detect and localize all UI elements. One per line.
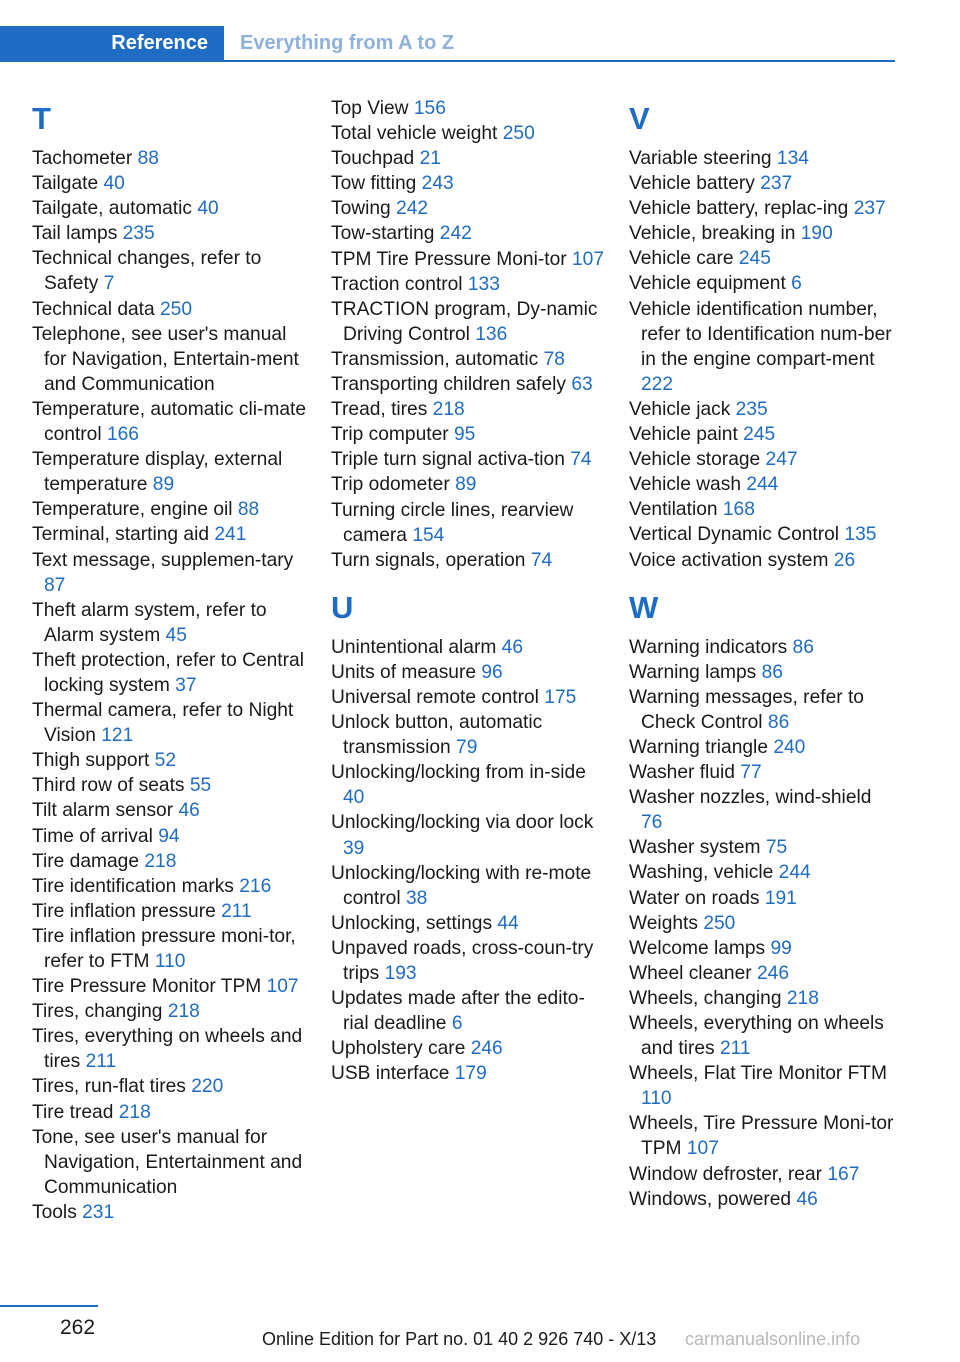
index-entry — [629, 635, 897, 660]
index-entry — [32, 974, 307, 999]
index-entry-text: Vehicle identification number, refer to Identification num-ber in the engine compart-ment — [629, 298, 892, 370]
index-entry-text: Wheel cleaner — [629, 962, 752, 984]
page-reference-link[interactable]: 107 — [686, 1138, 719, 1160]
page-reference-link[interactable]: 86 — [761, 661, 783, 683]
index-entry-text: Vehicle jack — [629, 398, 731, 420]
index-entry — [32, 297, 307, 322]
page-reference-link[interactable]: 89 — [455, 474, 477, 496]
index-entry-text: Voice activation system — [629, 549, 829, 571]
index-entry-text: Unlocking, settings — [331, 912, 493, 934]
page-reference-link[interactable]: 134 — [776, 148, 809, 169]
page-reference-link[interactable]: 40 — [197, 198, 219, 220]
page-reference-link[interactable]: 88 — [137, 148, 159, 169]
index-entry-text: Warning messages, refer to Check Control — [629, 686, 864, 733]
index-entry — [32, 146, 307, 171]
index-entry — [32, 1200, 307, 1225]
index-entry — [331, 861, 606, 911]
index-entry — [32, 322, 307, 397]
index-entry-text: Unlock button, automatic transmission — [331, 712, 543, 759]
page-reference-link[interactable]: 190 — [800, 223, 833, 245]
index-column-1 — [32, 96, 307, 1225]
index-entry-text: Unlocking/locking with re-mote control — [331, 862, 592, 909]
index-entry — [629, 785, 897, 835]
index-entry — [331, 372, 606, 397]
index-entry — [331, 936, 606, 986]
index-entry-text: Warning indicators — [629, 636, 788, 658]
page-reference-link[interactable]: 86 — [767, 711, 790, 733]
page-reference-link[interactable]: 244 — [746, 474, 779, 496]
index-entry-text: Temperature, engine oil — [32, 499, 233, 521]
index-entry-text: Temperature, automatic cli-mate control — [32, 398, 307, 446]
index-entry — [32, 748, 307, 773]
index-entry — [32, 196, 307, 221]
index-entry-text: Units of measure — [331, 661, 477, 683]
index-entry-text: Thermal camera, refer to Night Vision — [32, 700, 294, 747]
index-entry — [331, 347, 606, 372]
page-reference-link[interactable]: 21 — [419, 148, 441, 170]
page-reference-link[interactable]: 245 — [743, 424, 776, 446]
index-entry-text: Vehicle, breaking in — [629, 223, 796, 245]
index-entry-text: Vehicle storage — [629, 449, 761, 471]
page-reference-link[interactable]: 211 — [85, 1051, 117, 1073]
index-entry — [32, 849, 307, 874]
page-reference-link[interactable]: 95 — [454, 424, 476, 446]
index-entry — [331, 760, 606, 810]
index-entry — [32, 221, 307, 246]
page-reference-link[interactable]: 218 — [786, 987, 819, 1009]
index-entry-text: Tire damage — [32, 850, 140, 872]
page-reference-link[interactable]: 218 — [167, 1001, 200, 1023]
page-reference-link[interactable]: 96 — [481, 661, 503, 683]
index-entry-text: Vehicle care — [629, 248, 734, 270]
index-entry — [331, 635, 606, 660]
page-reference-link[interactable]: 222 — [641, 373, 674, 395]
index-entry — [629, 221, 897, 246]
index-entry-text: Tread, tires — [331, 399, 428, 421]
index-entry-text: Theft protection, refer to Central locking system — [32, 649, 304, 696]
index-entry — [32, 522, 307, 547]
index-entry-text: Vehicle paint — [629, 424, 738, 446]
index-entry-text: Unlocking/locking via door lock — [331, 812, 594, 834]
index-entry — [629, 447, 897, 472]
page-reference-link[interactable]: 74 — [530, 549, 553, 571]
page-reference-link[interactable]: 179 — [454, 1063, 487, 1085]
page-reference-link[interactable]: 247 — [765, 449, 798, 471]
page-reference-link[interactable]: 55 — [189, 775, 212, 797]
index-entry — [629, 860, 897, 885]
index-entry-text: Traction control — [331, 273, 463, 295]
page-reference-link[interactable]: 211 — [221, 900, 252, 922]
index-entry-text: USB interface — [331, 1063, 450, 1085]
index-entry-text: Washer fluid — [629, 762, 735, 784]
index-entry-text: Terminal, starting aid — [32, 524, 210, 546]
index-letter-heading: W — [629, 589, 659, 625]
index-entry-text: Wheels, Flat Tire Monitor FTM — [629, 1063, 888, 1085]
page-reference-link[interactable]: 75 — [765, 837, 788, 859]
index-entry — [32, 447, 307, 497]
index-entry-text: Tires, everything on wheels and tires — [32, 1026, 303, 1073]
page-reference-link[interactable]: 46 — [178, 800, 200, 822]
page-reference-link[interactable]: 235 — [122, 223, 155, 245]
index-entry-text: Thigh support — [32, 750, 150, 772]
page-reference-link[interactable]: 7 — [103, 273, 115, 295]
page-reference-link[interactable]: 6 — [451, 1013, 463, 1035]
index-entry — [629, 246, 897, 271]
page-reference-link[interactable]: 121 — [101, 725, 134, 747]
index-entry — [32, 824, 307, 849]
index-entry-text: Triple turn signal activa-tion — [331, 449, 565, 471]
page-reference-link[interactable]: 235 — [735, 398, 768, 420]
index-entry-text: Telephone, see user's manual for Navigation, Entertain-ment and Communication — [32, 323, 299, 395]
index-entry-text: Tailgate — [32, 173, 99, 195]
index-entry — [331, 447, 606, 472]
page-reference-link[interactable]: 175 — [544, 686, 577, 708]
index-entry — [32, 798, 307, 823]
index-entry — [331, 247, 606, 272]
page-reference-link[interactable]: 246 — [757, 962, 790, 984]
index-entry-text: Universal remote control — [331, 686, 539, 708]
index-entry-text: Weights — [629, 912, 698, 934]
index-entry-text: Time of arrival — [32, 825, 153, 847]
index-entry — [629, 422, 897, 447]
index-entry-text: Tailgate, automatic — [32, 198, 192, 220]
page-reference-link[interactable]: 237 — [760, 173, 793, 195]
page-reference-link[interactable]: 40 — [343, 787, 365, 809]
index-entry-text: Trip computer — [331, 424, 449, 446]
page-reference-link[interactable]: 220 — [191, 1076, 224, 1098]
index-entry — [629, 548, 897, 573]
index-entry-text: Updates made after the edito-rial deadline — [331, 988, 585, 1035]
index-entry — [331, 422, 606, 447]
index-entry — [629, 735, 897, 760]
page-reference-link[interactable]: 88 — [237, 499, 260, 521]
index-entry-text: Tail lamps — [32, 223, 118, 245]
index-entry — [331, 121, 606, 146]
index-entry — [629, 196, 897, 221]
index-entry — [331, 1061, 606, 1086]
index-entry — [629, 936, 897, 961]
index-entry — [629, 146, 897, 171]
page-reference-link[interactable]: 154 — [412, 524, 445, 546]
edition-note: Online Edition for Part no. 01 40 2 926 740 - X/13 — [262, 1329, 657, 1349]
index-entry-text: Turn signals, operation — [331, 549, 526, 571]
index-entry — [32, 1125, 307, 1200]
index-entry-text: Tires, run-flat tires — [32, 1076, 186, 1098]
index-entry — [331, 221, 606, 246]
index-entry — [629, 685, 897, 735]
page-reference-link[interactable]: 191 — [764, 887, 797, 909]
index-entry-text: Water on roads — [629, 887, 760, 909]
index-entry — [32, 899, 307, 924]
index-entry-text: Tires, changing — [32, 1001, 163, 1023]
index-entry — [331, 146, 606, 171]
index-entry — [629, 472, 897, 497]
index-entry-text: Third row of seats — [32, 775, 185, 797]
page-reference-link[interactable]: 133 — [467, 273, 500, 295]
page-reference-link[interactable]: 89 — [152, 474, 175, 496]
page-reference-link[interactable]: 211 — [719, 1038, 751, 1060]
index-entry — [32, 999, 307, 1024]
index-entry — [32, 1100, 307, 1125]
index-entry — [32, 246, 307, 296]
index-entry — [331, 660, 606, 685]
index-entry-text: Total vehicle weight — [331, 123, 498, 145]
index-entry-text: Warning lamps — [629, 661, 757, 683]
index-entry-text: Theft alarm system, refer to Alarm system — [32, 599, 267, 646]
page-reference-link[interactable]: 39 — [343, 837, 365, 859]
index-entry — [331, 548, 606, 573]
index-entry — [32, 548, 307, 598]
page-reference-link[interactable]: 6 — [791, 273, 802, 295]
section-tab-reference[interactable]: Reference — [0, 26, 224, 60]
page-reference-link[interactable]: 136 — [475, 323, 508, 345]
page-reference-link[interactable]: 250 — [703, 912, 736, 934]
index-entry-text: Washer system — [629, 837, 761, 859]
page-reference-link[interactable]: 246 — [470, 1038, 503, 1060]
page-reference-link[interactable]: 243 — [421, 173, 454, 195]
index-entry-text: Tire identification marks — [32, 875, 234, 897]
page-reference-link[interactable]: 52 — [154, 750, 177, 772]
page-reference-link[interactable]: 218 — [432, 399, 465, 421]
index-entry-text: Variable steering — [629, 148, 772, 169]
index-entry — [629, 961, 897, 986]
page-reference-link[interactable]: 38 — [405, 887, 428, 909]
page-reference-link[interactable]: 168 — [722, 499, 755, 521]
page-reference-link[interactable]: 37 — [175, 674, 197, 696]
page-reference-link[interactable]: 63 — [571, 374, 593, 396]
page-reference-link[interactable]: 240 — [773, 736, 806, 758]
index-letter-heading: U — [331, 589, 354, 625]
index-entry-text: Vehicle battery, replac-ing — [629, 198, 849, 220]
index-entry — [629, 1061, 897, 1111]
index-entry — [32, 497, 307, 522]
header-rule — [0, 60, 895, 62]
index-entry-text: Tachometer — [32, 148, 133, 169]
index-entry-text: Turning circle lines, rearview camera — [331, 499, 574, 546]
index-entry — [629, 497, 897, 522]
page-reference-link[interactable]: 46 — [501, 636, 524, 658]
index-entry-text: Vehicle equipment — [629, 273, 786, 295]
page-reference-link[interactable]: 40 — [103, 173, 125, 195]
index-entry — [629, 1011, 897, 1061]
index-entry — [629, 835, 897, 860]
index-entry — [331, 272, 606, 297]
page-reference-link[interactable]: 250 — [502, 123, 535, 145]
page-reference-link[interactable]: 166 — [106, 424, 139, 446]
page-reference-link[interactable]: 237 — [853, 198, 886, 220]
index-entry-text: Wheels, everything on wheels and tires — [629, 1013, 884, 1060]
page-reference-link[interactable]: 231 — [82, 1201, 115, 1223]
page-reference-link[interactable]: 94 — [158, 825, 180, 847]
index-entry — [629, 1111, 897, 1161]
page-reference-link[interactable]: 77 — [740, 762, 762, 784]
page-reference-link[interactable]: 99 — [770, 937, 792, 959]
index-entry-text: Technical changes, refer to Safety — [32, 248, 262, 295]
index-entry — [331, 986, 606, 1036]
page-reference-link[interactable]: 87 — [44, 574, 66, 596]
index-entry-text: Vehicle wash — [629, 474, 741, 496]
index-letter-heading: V — [629, 101, 650, 136]
page-reference-link[interactable]: 242 — [396, 198, 429, 220]
index-entry — [331, 472, 606, 497]
index-entry — [331, 498, 606, 548]
page-reference-link[interactable]: 216 — [239, 875, 272, 897]
index-entry — [629, 1187, 897, 1212]
index-entry — [629, 760, 897, 785]
page-reference-link[interactable]: 193 — [384, 963, 417, 984]
page-reference-link[interactable]: 45 — [165, 624, 187, 646]
index-entry-text: Tire inflation pressure — [32, 900, 216, 922]
page-reference-link[interactable]: 244 — [778, 862, 811, 884]
index-entry-text: Tire tread — [32, 1101, 114, 1123]
index-entry-text: TPM Tire Pressure Moni-tor — [331, 248, 567, 270]
page-reference-link[interactable]: 245 — [738, 248, 771, 270]
page-reference-link[interactable]: 110 — [154, 951, 186, 972]
footer-rule — [0, 1305, 98, 1307]
index-entry-text: Upholstery care — [331, 1038, 466, 1060]
index-entry-text: Welcome lamps — [629, 937, 766, 959]
page-reference-link[interactable]: 86 — [792, 636, 814, 658]
index-entry-text: Unpaved roads, cross-coun-try trips — [331, 937, 594, 984]
index-entry — [629, 397, 897, 422]
index-entry-text: Wheels, Tire Pressure Moni-tor TPM — [629, 1113, 894, 1160]
index-entry — [32, 874, 307, 899]
index-entry-text: Tow-starting — [331, 223, 435, 245]
index-entry-text: Warning triangle — [629, 736, 768, 758]
page-reference-link[interactable]: 167 — [827, 1163, 860, 1185]
index-entry — [331, 1036, 606, 1061]
page-reference-link[interactable]: 107 — [266, 976, 299, 998]
index-entry-text: Tone, see user's manual for Navigation, Entertainment and Communication — [32, 1126, 303, 1198]
index-entry — [629, 911, 897, 936]
page-reference-link[interactable]: 250 — [160, 298, 193, 320]
page-reference-link[interactable]: 46 — [796, 1188, 818, 1210]
index-column-2 — [331, 96, 606, 1086]
index-entry-text: Window defroster, rear — [629, 1163, 823, 1185]
index-entry-text: Tire inflation pressure moni-tor, refer to FTM — [32, 925, 296, 972]
index-entry — [32, 773, 307, 798]
page-reference-link[interactable]: 156 — [413, 98, 446, 119]
page-reference-link[interactable]: 78 — [543, 348, 565, 370]
index-entry-text: Washer nozzles, wind-shield — [629, 787, 872, 809]
index-entry-text: Unlocking/locking from in-side — [331, 762, 586, 784]
index-entry-text: Ventilation — [629, 499, 718, 521]
index-entry-text: Tilt alarm sensor — [32, 800, 174, 822]
index-entry-text: Vertical Dynamic Control — [629, 524, 840, 546]
index-entry-text: Tire Pressure Monitor TPM — [32, 976, 262, 998]
index-entry — [32, 924, 307, 974]
index-entry — [32, 1074, 307, 1099]
page-reference-link[interactable]: 76 — [641, 812, 663, 834]
section-title: Everything from A to Z — [240, 32, 455, 54]
index-entry-text: Washing, vehicle — [629, 862, 774, 884]
index-entry — [331, 810, 606, 860]
index-entry — [32, 698, 307, 748]
index-entry-text: Towing — [331, 198, 391, 220]
index-entry-text: Text message, supplemen-tary — [32, 549, 294, 571]
index-entry-text: Trip odometer — [331, 474, 450, 496]
index-entry — [331, 710, 606, 760]
index-entry — [331, 685, 606, 710]
index-entry-text: Unintentional alarm — [331, 636, 497, 658]
index-letter-heading: T — [32, 101, 51, 136]
page-reference-link[interactable]: 110 — [641, 1088, 672, 1110]
index-entry — [32, 648, 307, 698]
index-entry — [32, 397, 307, 447]
header-bar — [0, 26, 895, 62]
index-entry — [629, 986, 897, 1011]
index-entry-text: Wheels, changing — [629, 987, 782, 1009]
index-entry — [629, 886, 897, 911]
index-entry — [331, 171, 606, 196]
page-reference-link[interactable]: 107 — [571, 248, 604, 270]
index-entry — [331, 96, 606, 121]
index-entry — [629, 1162, 897, 1187]
index-entry-text: Tow fitting — [331, 173, 417, 195]
index-entry — [629, 297, 897, 397]
index-entry-text: Touchpad — [331, 148, 415, 170]
index-entry-text: Windows, powered — [629, 1188, 792, 1210]
page-reference-link[interactable]: 241 — [214, 524, 247, 546]
page-number: 262 — [60, 1316, 96, 1339]
page-reference-link[interactable]: 74 — [570, 449, 592, 471]
index-entry — [32, 1024, 307, 1074]
index-entry-text: Tools — [32, 1201, 77, 1223]
page-reference-link[interactable]: 218 — [118, 1101, 151, 1123]
index-entry — [629, 271, 897, 296]
index-entry — [331, 297, 606, 347]
index-entry-text: Vehicle battery — [629, 173, 755, 195]
index-entry — [331, 911, 606, 936]
index-entry-text: Transporting children safely — [331, 374, 566, 396]
index-entry — [629, 171, 897, 196]
index-entry-text: Temperature display, external temperature — [32, 449, 283, 496]
page-reference-link[interactable]: 44 — [497, 912, 519, 934]
page-reference-link[interactable]: 242 — [439, 223, 472, 245]
index-entry — [629, 660, 897, 685]
page-reference-link[interactable]: 26 — [833, 549, 856, 571]
page-reference-link[interactable]: 135 — [844, 524, 877, 546]
index-entry — [629, 522, 897, 547]
index-entry-text: Top View — [331, 98, 409, 119]
page-reference-link[interactable]: 218 — [144, 850, 177, 872]
index-column-3 — [629, 96, 897, 1212]
index-entry — [32, 171, 307, 196]
index-entry — [331, 397, 606, 422]
index-entry — [331, 196, 606, 221]
index-entry-text: TRACTION program, Dy-namic Driving Control — [331, 298, 598, 345]
watermark: carmanualsonline.info — [685, 1329, 861, 1349]
index-entry-text: Technical data — [32, 298, 155, 320]
index-entry — [32, 598, 307, 648]
index-entry-text: Transmission, automatic — [331, 348, 539, 370]
page-reference-link[interactable]: 79 — [456, 737, 478, 759]
